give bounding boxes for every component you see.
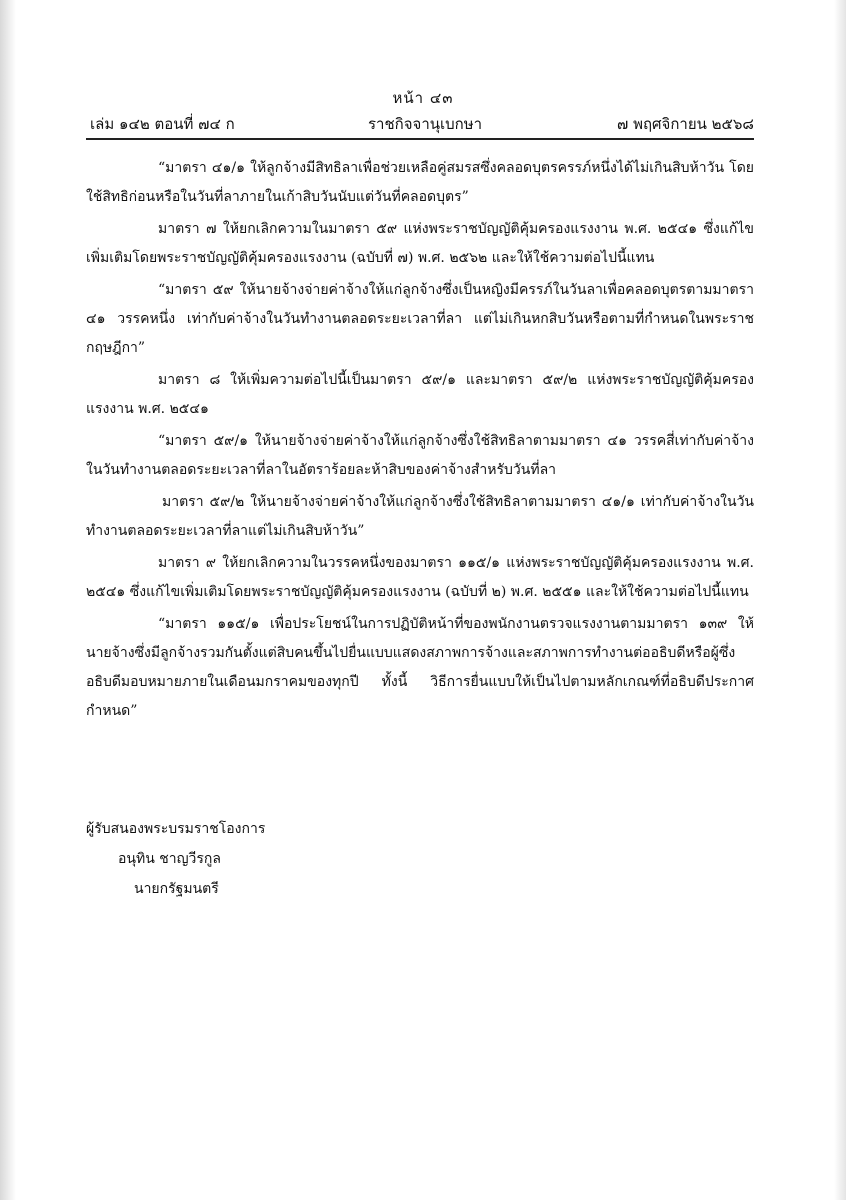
paragraph-section-59-2: มาตรา ๕๙/๒ ให้นายจ้างจ่ายค่าจ้างให้แก่ลูกจ้างซึ่งใช้สิทธิลาตามมาตรา ๔๑/๑ เท่ากับค่าจ้างในวันทำงานตลอดระยะเวลาที่ลาแต่ไม่เกินสิบห้าวัน” [86,494,754,539]
page-edge-shadow-left [0,0,16,1200]
paragraph-section-7: มาตรา ๗ ให้ยกเลิกความในมาตรา ๕๙ แห่งพระราชบัญญัติคุ้มครองแรงงาน พ.ศ. ๒๕๔๑ ซึ่งแก้ไขเพิ่มเติมโดยพระราชบัญญัติคุ้มครองแรงงาน (ฉบับที่ ๗) พ.ศ. ๒๕๖๒ และให้ใช้ความต่อไปนี้แทน [86,221,754,266]
paragraph-section-8: มาตรา ๘ ให้เพิ่มความต่อไปนี้เป็นมาตรา ๕๙/๑ และมาตรา ๕๙/๒ แห่งพระราชบัญญัติคุ้มครองแรงงาน พ.ศ. ๒๕๔๑ [86,372,754,417]
gazette-name: ราชกิจจานุเบกษา [368,115,483,133]
signature-block [86,814,265,904]
paragraph-section-115-1: “มาตรา ๑๑๕/๑ เพื่อประโยชน์ในการปฏิบัติหน้าที่ของพนักงานตรวจแรงงานตามมาตรา ๑๓๙ ให้นายจ้างซึ่งมีลูกจ้างรวมกันตั้งแต่สิบคนขึ้นไปยื่นแบบแสดงสภาพการจ้างและสภาพการทำงานต่ออธิบดีหรือผู้ซึ่งอธิบดีมอบหมายภายในเดือนมกราคมของทุกปี ทั้งนี้ วิธีการยื่นแบบให้เป็นไปตามหลักเกณฑ์ที่อธิบดีประกาศกำหนด” [86,616,754,719]
signatory-name: อนุทิน ชาญวีรกูล [118,851,221,867]
paragraph-section-59-1: “มาตรา ๕๙/๑ ให้นายจ้างจ่ายค่าจ้างให้แก่ลูกจ้างซึ่งใช้สิทธิลาตามมาตรา ๔๑ วรรคสี่เท่ากับค่าจ้างในวันทำงานตลอดระยะเวลาที่ลาในอัตราร้อยละห้าสิบของค่าจ้างสำหรับวันที่ลา [86,433,754,478]
document-body [86,154,754,729]
paragraph-section-9: มาตรา ๙ ให้ยกเลิกความในวรรคหนึ่งของมาตรา ๑๑๕/๑ แห่งพระราชบัญญัติคุ้มครองแรงงาน พ.ศ. ๒๕๔๑ ซึ่งแก้ไขเพิ่มเติมโดยพระราชบัญญัติคุ้มครองแรงงาน (ฉบับที่ ๒) พ.ศ. ๒๕๕๑ และให้ใช้ความต่อไปนี้แทน [86,555,754,600]
header-divider [86,138,754,140]
page-edge-shadow-right [834,0,846,1200]
paragraph-section-41-1: “มาตรา ๔๑/๑ ให้ลูกจ้างมีสิทธิลาเพื่อช่วยเหลือคู่สมรสซึ่งคลอดบุตรครรภ์หนึ่งได้ไม่เกินสิบห้าวัน โดยใช้สิทธิก่อนหรือในวันที่ลาภายในเก้าสิบวันนับแต่วันที่คลอดบุตร” [86,160,754,205]
paragraph-section-59: “มาตรา ๕๙ ให้นายจ้างจ่ายค่าจ้างให้แก่ลูกจ้างซึ่งเป็นหญิงมีครรภ์ในวันลาเพื่อคลอดบุตรตามมาตรา ๔๑ วรรคหนึ่ง เท่ากับค่าจ้างในวันทำงานตลอดระยะเวลาที่ลา แต่ไม่เกินหกสิบวันหรือตามที่กำหนดในพระราชกฤษฎีกา” [86,282,754,356]
countersign-label: ผู้รับสนองพระบรมราชโองการ [86,821,266,837]
volume-issue: เล่ม ๑๔๒ ตอนที่ ๗๔ ก [90,115,235,133]
page-number: หน้า ๔๓ [392,89,454,107]
gazette-header [86,112,758,136]
signatory-position: นายกรัฐมนตรี [134,881,219,897]
publication-date: ๗ พฤศจิกายน ๒๕๖๘ [617,115,754,133]
